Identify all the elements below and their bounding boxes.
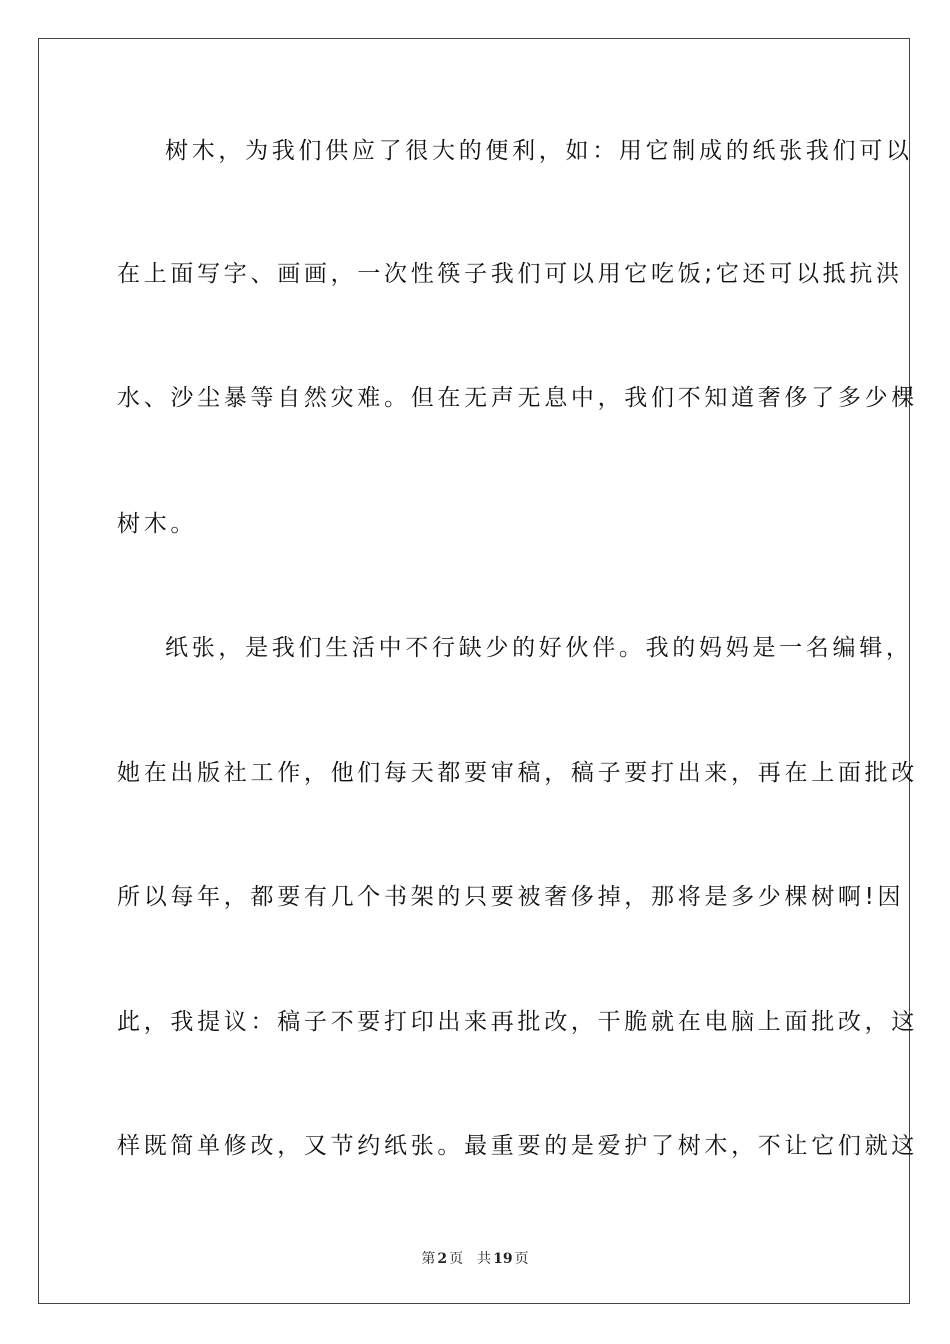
text-line-7: 所以每年，都要有几个书架的只要被奢侈掉，那将是多少棵树啊!因 xyxy=(117,884,905,910)
text-line-9: 样既简单修改，又节约纸张。最重要的是爱护了树木，不让它们就这 xyxy=(117,1133,918,1159)
text-line-8: 此，我提议：稿子不要打印出来再批改，干脆就在电脑上面批改，这 xyxy=(117,1009,918,1035)
total-prefix: 共 xyxy=(477,1251,492,1267)
page-border xyxy=(38,38,910,1304)
page-prefix: 第 xyxy=(421,1251,436,1267)
text-line-5: 纸张，是我们生活中不行缺少的好伙伴。我的妈妈是一名编辑， xyxy=(165,635,913,661)
text-line-2: 在上面写字、画画，一次性筷子我们可以用它吃饭;它还可以抵抗洪 xyxy=(117,261,903,287)
text-line-4: 树木。 xyxy=(117,511,198,537)
text-line-1: 树木，为我们供应了很大的便利，如：用它制成的纸张我们可以 xyxy=(165,138,913,164)
total-suffix: 页 xyxy=(514,1251,529,1267)
total-pages: 19 xyxy=(493,1251,513,1267)
page-number: 2 xyxy=(437,1251,448,1267)
text-line-3: 水、沙尘暴等自然灾难。但在无声无息中，我们不知道奢侈了多少棵 xyxy=(117,385,918,411)
page-suffix: 页 xyxy=(449,1251,464,1267)
page-footer xyxy=(0,1248,950,1268)
text-line-6: 她在出版社工作，他们每天都要审稿，稿子要打出来，再在上面批改 xyxy=(117,760,918,786)
